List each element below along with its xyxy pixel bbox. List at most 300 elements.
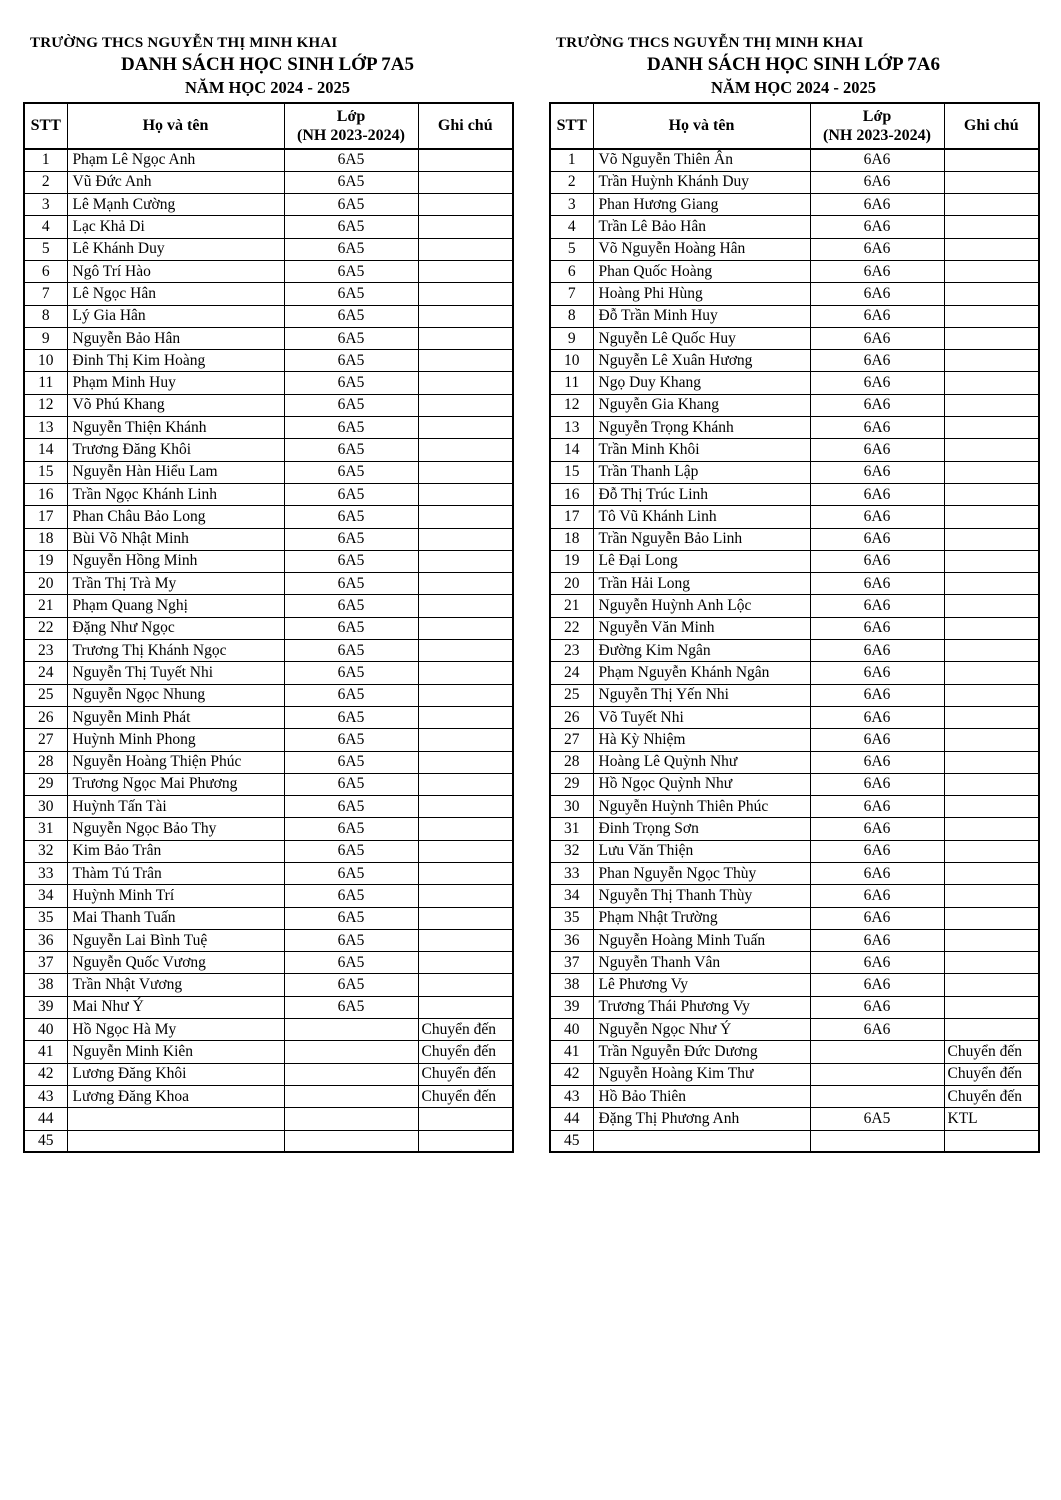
name-cell: Phạm Lê Ngọc Anh [67,149,284,171]
stt-cell: 37 [24,952,67,974]
name-cell: Nguyễn Hoàng Kim Thư [593,1063,810,1085]
student-row [550,773,1039,795]
note-cell [418,394,513,416]
lop-cell: 6A5 [284,372,418,394]
note-cell [944,528,1039,550]
note-cell [944,394,1039,416]
note-cell [418,796,513,818]
name-cell: Lê Khánh Duy [67,238,284,260]
note-cell [418,283,513,305]
lop-cell: 6A5 [284,506,418,528]
student-row [24,461,513,483]
note-cell [944,617,1039,639]
student-row [24,595,513,617]
lop-cell: 6A5 [284,171,418,193]
lop-cell: 6A6 [810,773,944,795]
student-row [24,1085,513,1107]
note-cell [944,238,1039,260]
lop-cell: 6A6 [810,483,944,505]
lop-cell: 6A6 [810,149,944,171]
student-row [550,729,1039,751]
stt-cell: 29 [550,773,593,795]
stt-cell: 9 [550,327,593,349]
stt-cell: 29 [24,773,67,795]
lop-cell: 6A6 [810,885,944,907]
name-cell: Ngô Trí Hào [67,260,284,282]
student-row [550,885,1039,907]
student-row [24,863,513,885]
lop-cell: 6A5 [284,305,418,327]
name-cell: Võ Tuyết Nhi [593,706,810,728]
student-row [24,327,513,349]
stt-cell: 38 [24,974,67,996]
lop-cell: 6A6 [810,194,944,216]
stt-cell: 3 [550,194,593,216]
name-cell [593,1130,810,1152]
lop-cell: 6A6 [810,394,944,416]
note-cell [944,171,1039,193]
lop-cell: 6A6 [810,640,944,662]
lop-cell [810,1041,944,1063]
lop-cell: 6A6 [810,283,944,305]
stt-cell: 22 [550,617,593,639]
lop-cell: 6A6 [810,305,944,327]
name-cell: Nguyễn Hồng Minh [67,550,284,572]
school-name: TRƯỜNG THCS NGUYỄN THỊ MINH KHAI [556,35,864,51]
lop-cell: 6A6 [810,461,944,483]
name-cell: Bùi Võ Nhật Minh [67,528,284,550]
student-row [550,996,1039,1018]
note-cell [418,773,513,795]
stt-cell: 14 [550,439,593,461]
student-row [24,506,513,528]
name-cell: Thàm Tú Trân [67,863,284,885]
note-cell [418,1108,513,1130]
stt-cell: 40 [24,1019,67,1041]
stt-cell: 26 [550,706,593,728]
note-cell [944,1019,1039,1041]
col-header-note: Ghi chú [418,103,513,149]
stt-cell: 4 [550,216,593,238]
student-row [550,751,1039,773]
stt-cell: 36 [24,929,67,951]
stt-cell: 6 [24,260,67,282]
student-row [24,573,513,595]
note-cell: Chuyển đến [418,1085,513,1107]
note-cell [418,506,513,528]
lop-cell: 6A6 [810,929,944,951]
note-cell [418,171,513,193]
note-cell [418,595,513,617]
lop-cell [284,1063,418,1085]
lop-cell: 6A6 [810,818,944,840]
note-cell [418,729,513,751]
student-row [24,1041,513,1063]
student-row [550,1063,1039,1085]
stt-cell: 39 [24,996,67,1018]
note-cell [944,952,1039,974]
student-row [24,350,513,372]
student-row [550,706,1039,728]
note-cell [944,773,1039,795]
stt-cell: 15 [24,461,67,483]
lop-cell: 6A5 [284,260,418,282]
note-cell [944,327,1039,349]
student-row [550,372,1039,394]
lop-cell: 6A6 [810,372,944,394]
lop-cell: 6A6 [810,617,944,639]
stt-cell: 18 [24,528,67,550]
note-cell [944,662,1039,684]
student-row [550,483,1039,505]
stt-cell: 8 [24,305,67,327]
lop-cell: 6A6 [810,863,944,885]
stt-cell: 13 [24,417,67,439]
student-table-7a6 [549,102,1040,1153]
school-name: TRƯỜNG THCS NGUYỄN THỊ MINH KHAI [30,35,338,51]
name-cell: Huỳnh Minh Trí [67,885,284,907]
note-cell: Chuyển đến [944,1063,1039,1085]
name-cell: Nguyễn Văn Minh [593,617,810,639]
student-row [550,573,1039,595]
lop-cell: 6A6 [810,506,944,528]
stt-cell: 36 [550,929,593,951]
col-header-lop-line1: Lớp [336,108,366,125]
name-cell: Trần Nguyễn Bảo Linh [593,528,810,550]
note-cell [418,238,513,260]
name-cell: Trần Ngọc Khánh Linh [67,483,284,505]
lop-cell: 6A5 [284,417,418,439]
lop-cell: 6A5 [284,996,418,1018]
list-header-7a6 [549,34,1038,97]
student-row [550,528,1039,550]
stt-cell: 7 [24,283,67,305]
student-row [24,283,513,305]
name-cell: Trương Đăng Khôi [67,439,284,461]
stt-cell: 20 [24,573,67,595]
table-head [550,103,1039,149]
lop-cell: 6A5 [284,461,418,483]
name-cell: Phan Châu Bảo Long [67,506,284,528]
student-row [24,796,513,818]
stt-cell: 42 [24,1063,67,1085]
name-cell: Nguyễn Ngọc Như Ý [593,1019,810,1041]
stt-cell: 33 [550,863,593,885]
name-cell: Trần Huỳnh Khánh Duy [593,171,810,193]
student-row [24,907,513,929]
student-row [24,885,513,907]
name-cell: Trần Nhật Vương [67,974,284,996]
lop-cell: 6A5 [810,1108,944,1130]
lop-cell: 6A5 [284,773,418,795]
note-cell [418,439,513,461]
stt-cell: 3 [24,194,67,216]
name-cell: Nguyễn Thiện Khánh [67,417,284,439]
stt-cell: 34 [24,885,67,907]
student-row [550,952,1039,974]
name-cell: Võ Nguyễn Thiên Ân [593,149,810,171]
lop-cell: 6A5 [284,439,418,461]
name-cell: Hà Kỳ Nhiệm [593,729,810,751]
stt-cell: 42 [550,1063,593,1085]
note-cell [418,528,513,550]
note-cell [944,372,1039,394]
student-row [24,617,513,639]
lop-cell: 6A6 [810,706,944,728]
lop-cell: 6A6 [810,662,944,684]
name-cell: Lê Phương Vy [593,974,810,996]
note-cell [944,461,1039,483]
lop-cell: 6A6 [810,907,944,929]
lop-cell: 6A5 [284,929,418,951]
stt-cell: 28 [550,751,593,773]
name-cell: Đinh Thị Kim Hoàng [67,350,284,372]
stt-cell: 31 [550,818,593,840]
lop-cell: 6A6 [810,729,944,751]
col-header-lop-line1: Lớp [862,108,892,125]
stt-cell: 17 [24,506,67,528]
lop-cell: 6A5 [284,350,418,372]
name-cell: Nguyễn Lê Xuân Hương [593,350,810,372]
lop-cell: 6A6 [810,439,944,461]
name-cell: Nguyễn Quốc Vương [67,952,284,974]
student-row [550,260,1039,282]
stt-cell: 26 [24,706,67,728]
name-cell: Trần Thanh Lập [593,461,810,483]
list-title: DANH SÁCH HỌC SINH LỚP 7A5 [121,54,414,75]
header-row [550,103,1039,149]
stt-cell: 30 [550,796,593,818]
lop-cell: 6A6 [810,840,944,862]
list-title: DANH SÁCH HỌC SINH LỚP 7A6 [647,54,940,75]
col-header-stt: STT [550,103,593,149]
note-cell [944,506,1039,528]
name-cell: Kim Bảo Trân [67,840,284,862]
stt-cell: 38 [550,974,593,996]
stt-cell: 32 [24,840,67,862]
header-row [24,103,513,149]
school-year: NĂM HỌC 2024 - 2025 [185,78,350,97]
lop-cell: 6A5 [284,662,418,684]
name-cell: Lạc Khả Di [67,216,284,238]
note-cell [944,573,1039,595]
lop-cell: 6A6 [810,327,944,349]
col-header-lop-line2: (NH 2023-2024) [823,127,931,144]
lop-cell [284,1019,418,1041]
col-header-name: Họ và tên [593,103,810,149]
name-cell: Trương Thị Khánh Ngọc [67,640,284,662]
note-cell [418,885,513,907]
lop-cell [284,1085,418,1107]
stt-cell: 15 [550,461,593,483]
stt-cell: 2 [24,171,67,193]
lop-cell [284,1130,418,1152]
student-row [24,1063,513,1085]
note-cell [944,684,1039,706]
name-cell: Lê Mạnh Cường [67,194,284,216]
lop-cell: 6A6 [810,952,944,974]
lop-cell: 6A5 [284,483,418,505]
note-cell [944,751,1039,773]
name-cell: Nguyễn Bảo Hân [67,327,284,349]
lop-cell [810,1063,944,1085]
note-cell [418,996,513,1018]
stt-cell: 23 [24,640,67,662]
student-row [24,729,513,751]
note-cell [418,751,513,773]
student-row [550,216,1039,238]
name-cell: Phạm Nguyễn Khánh Ngân [593,662,810,684]
lop-cell: 6A5 [284,952,418,974]
stt-cell: 45 [550,1130,593,1152]
student-row [550,1108,1039,1130]
student-row [24,550,513,572]
note-cell [418,818,513,840]
lop-cell: 6A6 [810,171,944,193]
student-row [550,1085,1039,1107]
stt-cell: 25 [550,684,593,706]
name-cell: Đinh Trọng Sơn [593,818,810,840]
note-cell [418,1130,513,1152]
student-row [550,350,1039,372]
lop-cell: 6A6 [810,1019,944,1041]
lop-cell: 6A5 [284,283,418,305]
lop-cell: 6A5 [284,863,418,885]
lop-cell: 6A6 [810,216,944,238]
note-cell [944,640,1039,662]
note-cell [418,305,513,327]
stt-cell: 14 [24,439,67,461]
note-cell [418,974,513,996]
lop-cell: 6A6 [810,996,944,1018]
stt-cell: 7 [550,283,593,305]
student-row [24,372,513,394]
note-cell [418,260,513,282]
stt-cell: 9 [24,327,67,349]
name-cell: Phan Quốc Hoàng [593,260,810,282]
name-cell: Tô Vũ Khánh Linh [593,506,810,528]
student-row [550,595,1039,617]
stt-cell: 1 [550,149,593,171]
lop-cell: 6A5 [284,216,418,238]
note-cell: KTL [944,1108,1039,1130]
name-cell: Nguyễn Thị Thanh Thùy [593,885,810,907]
note-cell [418,550,513,572]
name-cell: Phạm Minh Huy [67,372,284,394]
lop-cell: 6A5 [284,907,418,929]
stt-cell: 18 [550,528,593,550]
student-row [24,417,513,439]
student-row [24,840,513,862]
note-cell [944,417,1039,439]
name-cell: Trần Thị Trà My [67,573,284,595]
name-cell: Huỳnh Minh Phong [67,729,284,751]
name-cell: Trương Thái Phương Vy [593,996,810,1018]
note-cell [944,706,1039,728]
student-row [24,773,513,795]
note-cell [418,372,513,394]
class-list-7a5 [23,34,512,1153]
name-cell: Nguyễn Thị Yến Nhi [593,684,810,706]
name-cell: Nguyễn Trọng Khánh [593,417,810,439]
stt-cell: 34 [550,885,593,907]
student-row [550,305,1039,327]
note-cell [944,550,1039,572]
student-row [550,283,1039,305]
school-year: NĂM HỌC 2024 - 2025 [711,78,876,97]
stt-cell: 41 [550,1041,593,1063]
stt-cell: 28 [24,751,67,773]
lop-cell: 6A5 [284,394,418,416]
student-row [550,461,1039,483]
student-row [550,974,1039,996]
name-cell: Trương Ngọc Mai Phương [67,773,284,795]
stt-cell: 24 [24,662,67,684]
stt-cell: 16 [550,483,593,505]
student-row [24,394,513,416]
note-cell [418,684,513,706]
note-cell [944,974,1039,996]
note-cell [944,907,1039,929]
lop-cell: 6A6 [810,417,944,439]
list-header-7a5 [23,34,512,97]
name-cell: Nguyễn Ngọc Nhung [67,684,284,706]
note-cell [418,149,513,171]
name-cell [67,1130,284,1152]
note-cell: Chuyển đến [418,1019,513,1041]
student-row [24,305,513,327]
lop-cell: 6A6 [810,796,944,818]
name-cell: Nguyễn Thị Tuyết Nhi [67,662,284,684]
stt-cell: 8 [550,305,593,327]
note-cell [418,327,513,349]
student-row [24,439,513,461]
name-cell: Huỳnh Tấn Tài [67,796,284,818]
note-cell [944,1130,1039,1152]
note-cell [418,483,513,505]
stt-cell: 44 [550,1108,593,1130]
lop-cell: 6A5 [284,796,418,818]
lop-cell: 6A6 [810,260,944,282]
name-cell: Đỗ Thị Trúc Linh [593,483,810,505]
stt-cell: 27 [24,729,67,751]
stt-cell: 11 [550,372,593,394]
note-cell [418,417,513,439]
note-cell [944,260,1039,282]
lop-cell: 6A6 [810,974,944,996]
note-cell [944,929,1039,951]
lop-cell [810,1130,944,1152]
lop-cell: 6A5 [284,327,418,349]
lop-cell [284,1108,418,1130]
lop-cell: 6A5 [284,573,418,595]
name-cell: Mai Thanh Tuấn [67,907,284,929]
student-row [550,617,1039,639]
stt-cell: 33 [24,863,67,885]
student-row [24,194,513,216]
note-cell: Chuyển đến [944,1041,1039,1063]
student-row [24,996,513,1018]
lop-cell: 6A5 [284,528,418,550]
lop-cell: 6A6 [810,573,944,595]
lop-cell: 6A5 [284,640,418,662]
student-row [24,684,513,706]
lop-cell: 6A6 [810,528,944,550]
lop-cell: 6A5 [284,840,418,862]
name-cell: Nguyễn Hoàng Thiện Phúc [67,751,284,773]
name-cell: Hoàng Phi Hùng [593,283,810,305]
lop-cell: 6A6 [810,238,944,260]
